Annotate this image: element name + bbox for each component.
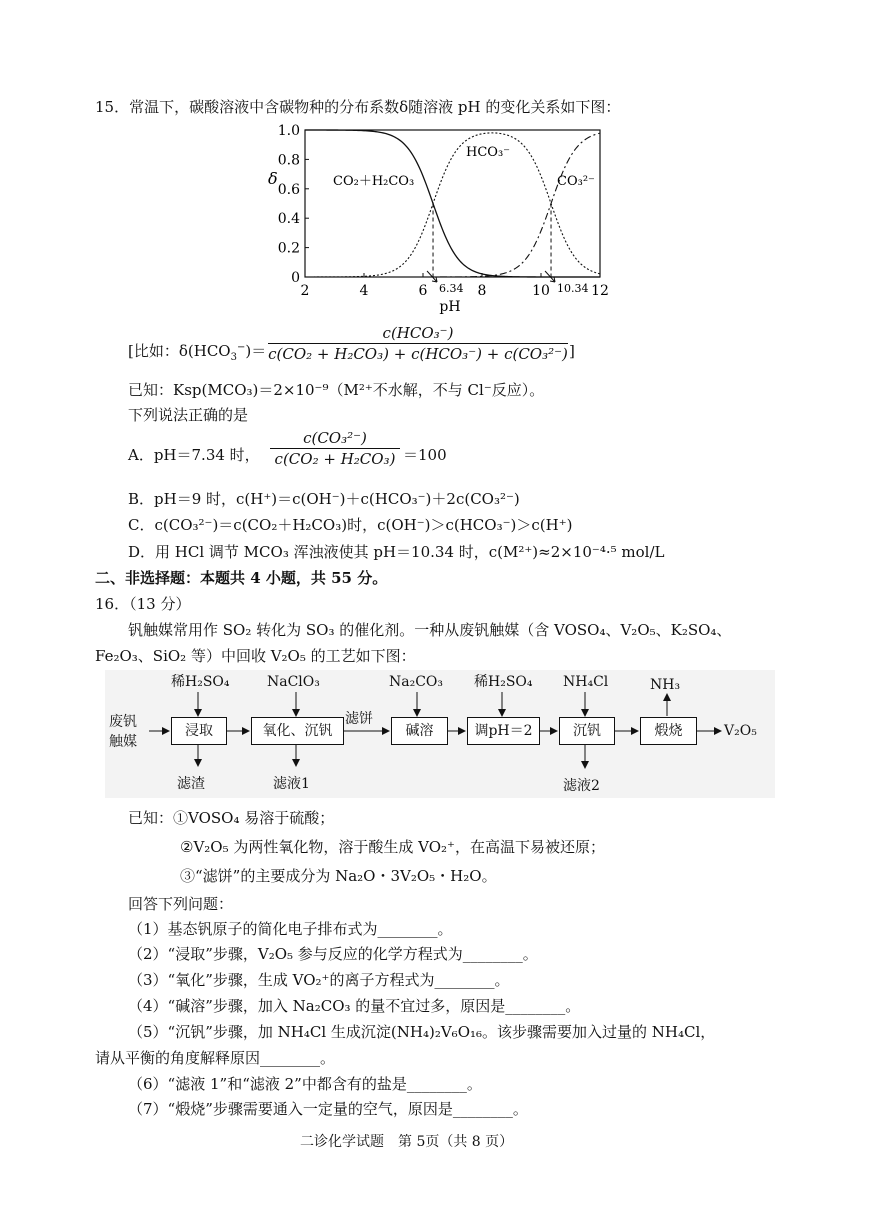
page-footer: 二诊化学试题 第 5页（共 8 页） [300,1134,514,1150]
option-a-numerator: c(CO₃²⁻) [303,429,367,447]
option-c: C．c(CO₃²⁻)＝c(CO₂＋H₂CO₃)时，c(OH⁻)＞c(HCO₃⁻)＞c(H⁺) [128,516,573,534]
example-bracket: ] [569,342,575,360]
option-a-suffix: ＝100 [403,446,447,464]
option-a-fraction [270,428,400,469]
y-tick-label: 1.0 [277,123,300,139]
x-tick-label: 2 [300,283,310,299]
q16-head: 16．（13 分） [95,595,191,613]
part-4: （4）“碱溶”步骤，加入 Na₂CO₃ 的量不宜过多，原因是________。 [128,997,581,1015]
step-ph: 调pH＝2 [467,717,540,745]
known-1: 已知：①VOSO₄ 易溶于硫酸； [128,809,335,827]
section-heading: 二、非选择题：本题共 4 小题，共 55 分。 [95,569,388,587]
x-axis-label: pH [439,299,461,315]
series-label-co3: CO₃²⁻ [557,174,595,189]
product-v2o5: V₂O₅ [724,723,757,739]
x-tick-label: 12 [591,283,609,299]
q16-intro-1: 钒触媒常用作 SO₂ 转化为 SO₃ 的催化剂。一种从废钒触媒（含 VOSO₄、V₂O₅、K₂SO₄、 [128,621,732,639]
reagent-3: Na₂CO₃ [389,674,444,690]
curve-h2co3 [305,130,600,277]
step-precipitate: 沉钒 [559,717,615,745]
part-6: （6）“滤液 1”和“滤液 2”中都含有的盐是________。 [128,1075,482,1093]
series-label-h2co3: CO₂＋H₂CO₃ [333,174,415,189]
process-flowchart [105,670,775,798]
q16-intro-2: Fe₂O₃、SiO₂ 等）中回收 V₂O₅ 的工艺如下图： [95,647,416,665]
filter-cake-label: 滤饼 [345,711,373,727]
y-tick-label: 0 [291,270,300,286]
q15-ksp: 已知：Ksp(MCO₃)＝2×10⁻⁹（M²⁺不水解，不与 Cl⁻反应）。 [128,381,545,399]
gas-nh3: NH₃ [650,677,681,693]
x-tick-label: 8 [477,283,487,299]
example-fraction [268,323,568,364]
known-2: ②V₂O₅ 为两性氧化物，溶于酸生成 VO₂⁺，在高温下易被还原； [180,838,605,856]
option-a-prefix: A．pH＝7.34 时， [128,446,260,464]
reagent-4: 稀H₂SO₄ [474,674,533,690]
step-alkali: 碱溶 [391,717,448,745]
flow-start-2: 触媒 [109,734,137,750]
reagent-2: NaClO₃ [267,674,320,690]
reagent-5: NH₄Cl [563,674,609,690]
y-tick-label: 0.4 [277,211,300,228]
q15-stem: 15．常温下，碳酸溶液中含碳物种的分布系数δ随溶液 pH 的变化关系如下图： [95,98,621,116]
pka2-label: 10.34 [557,282,589,295]
series-label-hco3: HCO₃⁻ [466,145,511,160]
q15-ask: 下列说法正确的是 [128,406,249,424]
part-5a: （5）“沉钒”步骤，加 NH₄Cl 生成沉淀(NH₄)₂V₆O₁₆。该步骤需要加入过量的 NH₄Cl， [128,1023,716,1041]
x-tick-label: 6 [418,283,428,299]
y-tick-label: 0.6 [277,181,300,198]
curve-hco3 [305,133,600,277]
distribution-chart [258,118,618,318]
curve-co3 [305,133,600,277]
example-denominator: c(CO₂ + H₂CO₃) + c(HCO₃⁻) + c(CO₃²⁻) [268,345,568,363]
output-filtrate-1: 滤液1 [273,776,310,792]
option-a-denominator: c(CO₂ + H₂CO₃) [274,450,396,468]
part-5b: 请从平衡的角度解释原因________。 [95,1049,336,1067]
option-d: D．用 HCl 调节 MCO₃ 浑浊液使其 pH＝10.34 时，c(M²⁺)≈2×10⁻⁴·⁵ mol/L [128,543,665,561]
y-axis-label: δ [268,169,278,188]
answer-prompt: 回答下列问题： [128,895,234,913]
output-residue: 滤渣 [177,776,205,792]
part-1: （1）基态钒原子的简化电子排布式为________。 [128,920,453,938]
plot-frame [305,130,600,277]
y-tick-label: 0.8 [277,152,300,169]
step-calcine: 煅烧 [640,717,697,745]
part-3: （3）“氧化”步骤，生成 VO₂⁺的离子方程式为________。 [128,971,510,989]
x-tick-label: 10 [532,283,550,299]
step-leach: 浸取 [171,717,227,745]
y-tick-label: 0.2 [277,240,300,257]
flow-start-1: 废钒 [109,714,137,730]
reagent-1: 稀H₂SO₄ [171,674,230,690]
example-numerator: c(HCO₃⁻) [382,324,454,342]
known-3: ③“滤饼”的主要成分为 Na₂O・3V₂O₅・H₂O。 [180,867,497,885]
step-oxidize: 氧化、沉钒 [251,717,344,745]
output-filtrate-2: 滤液2 [563,778,600,794]
option-b: B．pH＝9 时，c(H⁺)＝c(OH⁻)＋c(HCO₃⁻)＋2c(CO₃²⁻) [128,490,520,508]
part-7: （7）“煅烧”步骤需要通入一定量的空气，原因是________。 [128,1100,528,1118]
example-prefix: [比如：$\delta(HCO_3^-)=$ [128,342,267,363]
x-tick-label: 4 [359,283,369,299]
part-2: （2）“浸取”步骤，V₂O₅ 参与反应的化学方程式为________。 [128,945,538,963]
pka1-label: 6.34 [439,282,464,295]
